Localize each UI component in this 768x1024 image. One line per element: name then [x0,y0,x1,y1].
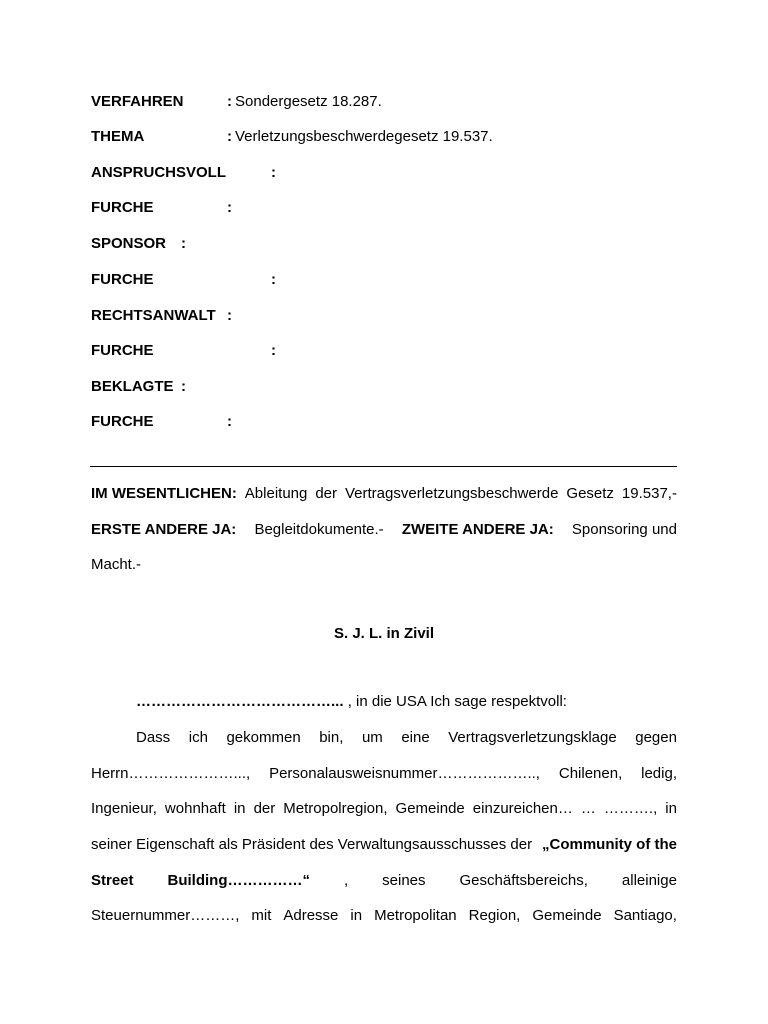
body-bold-word: Building……………“ [167,872,311,889]
field-colon: : [271,164,276,181]
salutation-line [136,692,567,712]
field-colon: : [271,342,276,359]
body-word: Geschäftsbereichs, [459,872,588,889]
body-word: … [580,800,596,817]
body-bold-word: Street [91,872,134,889]
body-word: Region, [468,907,521,924]
summary-label: IM WESENTLICHEN: [91,485,237,502]
body-text: seiner Eigenschaft als Präsident des Verwaltungsausschusses der [91,836,533,853]
field-label: FURCHE [91,413,154,430]
separator-line [90,466,677,467]
field-colon: : [181,378,186,395]
body-word: Chilenen, [558,765,623,782]
body-word: Metropolregion, [283,800,388,817]
body-word: alleinige [621,872,677,889]
field-colon: : [227,199,232,216]
summary-label: ERSTE ANDERE JA: [91,521,237,538]
summary-line [91,484,677,504]
body-word: bin, [319,729,344,746]
summary-word: 19.537,- [621,485,677,502]
body-word: mit [251,907,272,924]
body-line [91,835,677,855]
field-sponsor [91,234,186,254]
summary-word: der [315,485,338,502]
field-label: BEKLAGTE [91,378,174,395]
salutation-text: , in die USA Ich sage respektvoll: [347,693,567,710]
field-furche [91,270,276,290]
field-label: RECHTSANWALT [91,307,216,324]
field-label: FURCHE [91,342,154,359]
field-colon: : [227,307,232,324]
body-word: in [350,907,363,924]
body-bold-text: „Community of the [542,836,677,853]
body-word: der [253,800,276,817]
body-line [91,871,677,891]
body-word: seines [382,872,426,889]
body-line [136,728,677,748]
body-word: Gemeinde [395,800,465,817]
summary-word: Gesetz [566,485,614,502]
field-anspruchsvoll [91,163,276,183]
body-word: , [344,872,349,889]
body-word: ich [188,729,208,746]
field-colon: : [227,128,232,145]
body-word: einzureichen… [472,800,573,817]
field-beklagte [91,377,186,397]
body-word: Personalausweisnummer……………….., [269,765,540,782]
field-label: VERFAHREN [91,93,184,110]
field-colon: : [181,235,186,252]
field-label: SPONSOR [91,235,167,252]
field-value: Verletzungsbeschwerdegesetz 19.537. [235,128,493,145]
body-word: Vertragsverletzungsklage [448,729,617,746]
body-word: Gemeinde [532,907,602,924]
field-label: THEMA [91,128,145,145]
field-furche [91,341,276,361]
body-word: um [361,729,383,746]
body-word: Santiago, [613,907,677,924]
body-word: Steuernummer………, [91,907,240,924]
field-value: Sondergesetz 18.287. [235,93,382,110]
blank-dots: …………………………………... [136,693,344,710]
field-furche [91,412,232,432]
body-word: eine [401,729,430,746]
summary-line [91,520,677,540]
field-label: FURCHE [91,199,154,216]
body-word: wohnhaft [164,800,226,817]
field-colon: : [271,271,276,288]
summary-text: Sponsoring und [571,521,677,538]
body-word: ledig, [641,765,677,782]
field-label: FURCHE [91,271,154,288]
body-word: Herrn…………………..., [91,765,251,782]
court-heading: S. J. L. in Zivil [333,625,435,642]
body-word: Metropolitan [374,907,457,924]
field-colon: : [227,93,232,110]
body-line [91,906,677,926]
summary-text: Begleitdokumente.- [254,521,384,538]
summary-line: Macht.- [91,556,142,573]
field-rechtsanwalt [91,306,232,326]
summary-word: Vertragsverletzungsbeschwerde [344,485,559,502]
body-line [91,799,677,819]
body-word: gekommen [226,729,301,746]
field-furche [91,198,232,218]
field-colon: : [227,413,232,430]
field-label: ANSPRUCHSVOLL [91,164,227,181]
summary-word: Ableitung [244,485,308,502]
body-line [91,764,677,784]
summary-label: ZWEITE ANDERE JA: [401,521,554,538]
body-word: Ingenieur, [91,800,157,817]
field-verfahren [91,92,382,112]
body-word: in [665,800,677,817]
field-thema [91,127,493,147]
body-word: Adresse [283,907,339,924]
body-word: Dass [136,729,171,746]
body-word: in [233,800,246,817]
body-word: gegen [635,729,677,746]
body-word: ………., [603,800,658,817]
